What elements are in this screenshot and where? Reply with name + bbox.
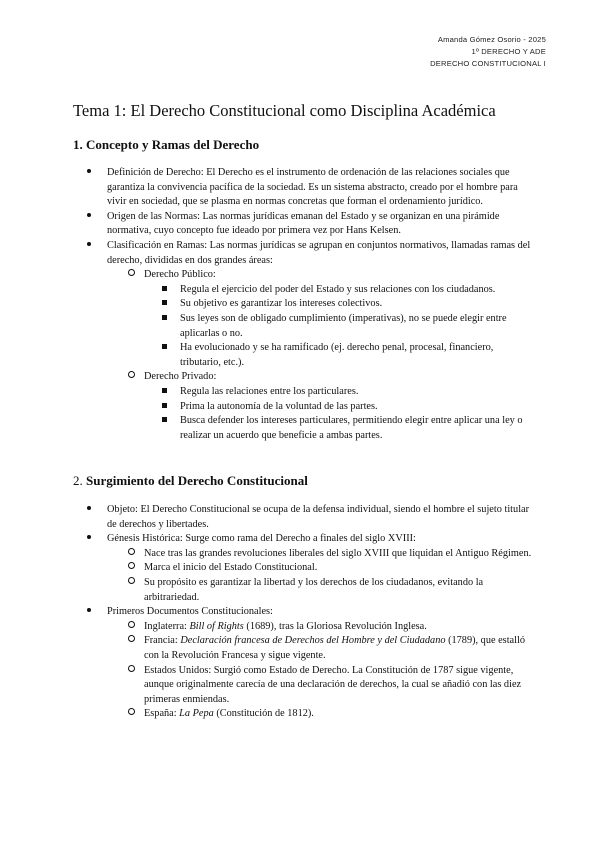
list-item-derecho-privado: Derecho Privado: Regula las relaciones entre los particulares. Prima la autonomía de la voluntad de las partes. Busca defender los intereses particulares, permitiendo elegir entre aplicar una ley o realizar un acuerdo que beneficie a ambas partes. xyxy=(73,370,533,443)
circle-bullet-icon xyxy=(128,562,135,569)
list-item: Clasificación en Ramas: Las normas jurídicas se agrupan en conjuntos normativos, llamadas ramas del derecho, divididas en dos grandes áreas: Derecho Público: Regula el ejercicio del poder del Estado y sus relaciones con los ciudadanos. Su objetivo es garantizar los intereses colectivos. Sus leyes son de obligado cumplimiento (imperativas), no se puede elegir entre aplicarlas o no. Ha evolucionado y se ha ramificado (ej. derecho penal, procesal, financiero, tributario, etc.). Derecho Privado: Regula las relaciones entre los particulares. Prima la autonomía de la voluntad de las partes. Busca defender los intereses particulares, permitiendo elegir entre aplicar una ley o realizar un acuerdo que beneficie a ambas partes. xyxy=(73,239,533,443)
list-item: Génesis Histórica: Surge como rama del Derecho a finales del siglo XVIII: Nace tras las grandes revoluciones liberales del siglo XVIII que liquidan el Antiguo Régimen. Marca el inicio del Estado Constitucional. Su propósito es garantizar la libertad y los derechos de los ciudadanos, evitando la arbitrariedad. xyxy=(73,532,533,605)
list-item-francia: Francia: Declaración francesa de Derechos del Hombre y del Ciudadano (1789), que estalló con la Revolución Francesa y sigue vigente. xyxy=(73,634,533,663)
list-item: Prima la autonomía de la voluntad de las partes. xyxy=(73,400,533,415)
section-1-heading: 1. Concepto y Ramas del Derecho xyxy=(73,137,260,152)
circle-bullet-icon xyxy=(128,708,135,715)
list-item: Su propósito es garantizar la libertad y los derechos de los ciudadanos, evitando la arbitrariedad. xyxy=(73,576,533,605)
list-item: Origen de las Normas: Las normas jurídicas emanan del Estado y se organizan en una pirámide normativa, cuyo concepto fue ideado por primera vez por Hans Kelsen. xyxy=(73,210,533,239)
document-header xyxy=(430,34,546,70)
publico-list xyxy=(144,283,533,371)
square-bullet-icon xyxy=(162,315,167,320)
list-item: Ha evolucionado y se ha ramificado (ej. derecho penal, procesal, financiero, tributario, etc.). xyxy=(73,341,533,370)
circle-bullet-icon xyxy=(128,665,135,672)
square-bullet-icon xyxy=(162,344,167,349)
list-item: Objeto: El Derecho Constitucional se ocupa de la defensa individual, siendo el hombre el sujeto titular de derechos y libertades. xyxy=(73,503,533,532)
section-1-list xyxy=(73,166,533,443)
square-bullet-icon xyxy=(162,286,167,291)
list-item-inglaterra: Inglaterra: Bill of Rights (1689), tras la Gloriosa Revolución Inglesa. xyxy=(73,620,533,635)
section-2-list xyxy=(73,503,533,722)
list-item: Busca defender los intereses particulares, permitiendo elegir entre aplicar una ley o realizar un acuerdo que beneficie a ambas partes. xyxy=(73,414,533,443)
bullet-icon xyxy=(87,169,91,173)
list-item-espana: España: La Pepa (Constitución de 1812). xyxy=(73,707,533,722)
list-item: Nace tras las grandes revoluciones liberales del siglo XVIII que liquidan el Antiguo Régimen. xyxy=(73,547,533,562)
square-bullet-icon xyxy=(162,417,167,422)
circle-bullet-icon xyxy=(128,577,135,584)
list-item: Sus leyes son de obligado cumplimiento (imperativas), no se puede elegir entre aplicarlas o no. xyxy=(73,312,533,341)
author-line: Amanda Gómez Osorio - 2025 xyxy=(437,35,546,44)
section-2-heading: 2. Surgimiento del Derecho Constitucional xyxy=(73,473,308,488)
list-item: Su objetivo es garantizar los intereses colectivos. xyxy=(73,297,533,312)
list-item: Definición de Derecho: El Derecho es el instrumento de ordenación de las relaciones sociales que garantiza la convivencia pacífica de la sociedad. Es un sistema abstracto, creado por el hombre para vivir en sociedad, que se plasma en normas concretas que forman el ordenamiento jurídico. xyxy=(73,166,533,210)
branches-list xyxy=(107,268,533,443)
page-title: Tema 1: El Derecho Constitucional como Disciplina Académica xyxy=(73,101,496,120)
subject-line: DERECHO CONSTITUCIONAL I xyxy=(430,59,546,68)
bullet-icon xyxy=(87,608,91,612)
list-item: Regula las relaciones entre los particulares. xyxy=(73,385,533,400)
course-line: 1º DERECHO Y ADE xyxy=(471,47,546,56)
list-item: Regula el ejercicio del poder del Estado y sus relaciones con los ciudadanos. xyxy=(73,283,533,298)
square-bullet-icon xyxy=(162,300,167,305)
list-item: Primeros Documentos Constitucionales: Inglaterra: Bill of Rights (1689), tras la Gloriosa Revolución Inglesa. Francia: Declaración francesa de Derechos del Hombre y del Ciudadano (1789), que estalló con la Revolución Francesa y sigue vigente. Estados Unidos: Surgió como Estado de Derecho. La Constitución de 1787 sigue vigente, aunque originalmente carecía de una declaración de derechos, la cual se añadió con las diez primeras enmiendas. España: La Pepa (Constitución de 1812). xyxy=(73,605,533,722)
list-item: Marca el inicio del Estado Constitucional. xyxy=(73,561,533,576)
list-item-eeuu: Estados Unidos: Surgió como Estado de Derecho. La Constitución de 1787 sigue vigente, aunque originalmente carecía de una declaración de derechos, la cual se añadió con las diez primeras enmiendas. xyxy=(73,664,533,708)
genesis-list xyxy=(107,547,533,605)
documentos-list xyxy=(107,620,533,722)
list-item-derecho-publico: Derecho Público: Regula el ejercicio del poder del Estado y sus relaciones con los ciudadanos. Su objetivo es garantizar los intereses colectivos. Sus leyes son de obligado cumplimiento (imperativas), no se puede elegir entre aplicarlas o no. Ha evolucionado y se ha ramificado (ej. derecho penal, procesal, financiero, tributario, etc.). xyxy=(73,268,533,370)
square-bullet-icon xyxy=(162,403,167,408)
bullet-icon xyxy=(87,242,91,246)
circle-bullet-icon xyxy=(128,621,135,628)
circle-bullet-icon xyxy=(128,635,135,642)
bullet-icon xyxy=(87,213,91,217)
square-bullet-icon xyxy=(162,388,167,393)
bullet-icon xyxy=(87,535,91,539)
circle-bullet-icon xyxy=(128,269,135,276)
circle-bullet-icon xyxy=(128,371,135,378)
circle-bullet-icon xyxy=(128,548,135,555)
privado-list xyxy=(144,385,533,443)
bullet-icon xyxy=(87,506,91,510)
